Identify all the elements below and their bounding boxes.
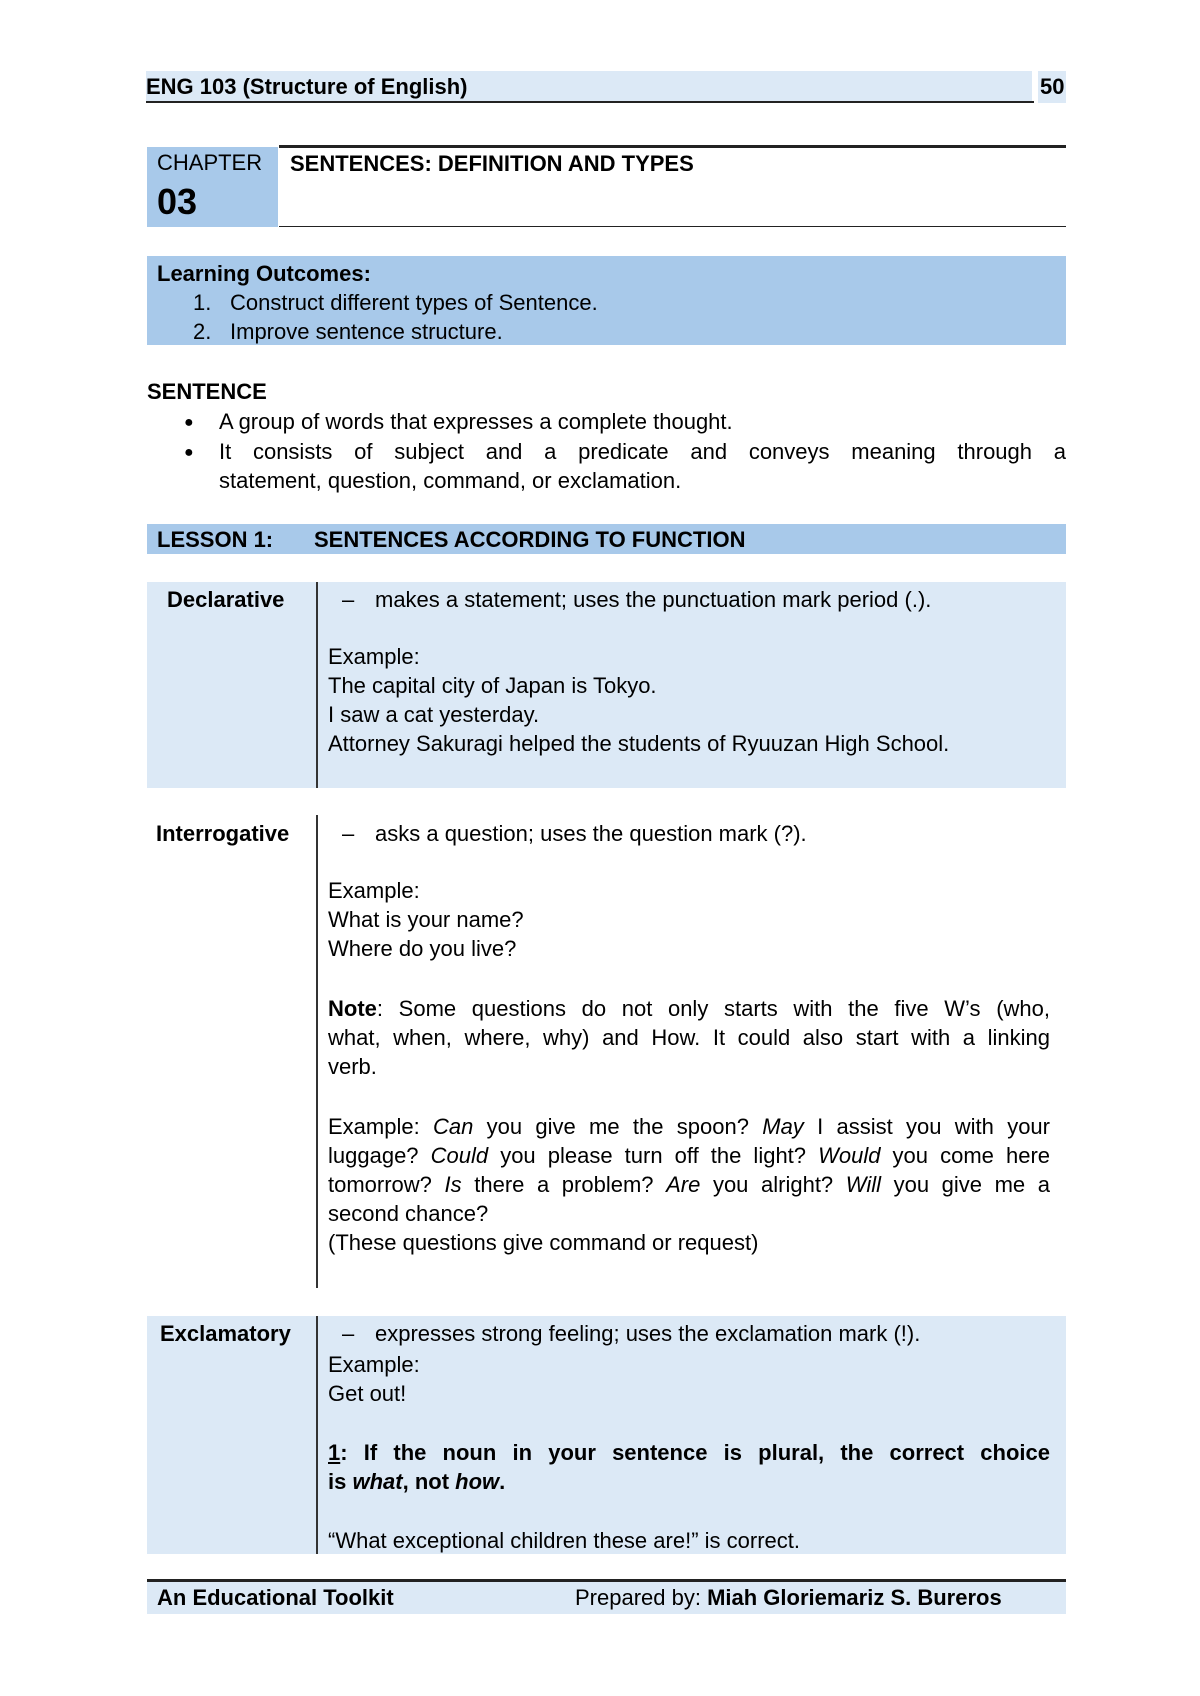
declarative-definition: makes a statement; uses the punctuation mark period (.). bbox=[375, 587, 932, 612]
rule-text: : If the noun in your sentence is plural, the correct choice bbox=[340, 1440, 1050, 1465]
rule-number: 1 bbox=[328, 1440, 341, 1465]
chapter-title: SENTENCES: DEFINITION AND TYPES bbox=[290, 151, 694, 176]
example-text: you give me the spoon? bbox=[473, 1114, 763, 1139]
page-number: 50 bbox=[1040, 74, 1065, 99]
sentence-bullet: It consists of subject and a predicate and conveys meaning through a bbox=[219, 439, 1066, 464]
course-title: ENG 103 (Structure of English) bbox=[146, 74, 468, 99]
learning-outcomes-heading: Learning Outcomes: bbox=[157, 261, 371, 286]
note-text: : Some questions do not only starts with the five W’s (who, bbox=[376, 996, 1050, 1021]
italic-verb: May bbox=[762, 1114, 804, 1139]
outcome-number: 2. bbox=[193, 319, 212, 344]
chapter-rule-top bbox=[279, 145, 1066, 148]
italic-verb: Can bbox=[433, 1114, 474, 1139]
rule-text: . bbox=[499, 1469, 506, 1494]
dash: – bbox=[342, 587, 355, 612]
rule-text: is bbox=[328, 1469, 353, 1494]
footer-author bbox=[575, 1585, 1002, 1611]
column-divider bbox=[316, 1316, 318, 1554]
example-label: Example: bbox=[328, 1114, 433, 1139]
example-line bbox=[328, 1141, 1050, 1171]
lesson-title: SENTENCES ACCORDING TO FUNCTION bbox=[314, 527, 746, 552]
note-label: Note bbox=[328, 996, 377, 1021]
italic-verb: Is bbox=[444, 1172, 462, 1197]
example-text: tomorrow? bbox=[328, 1172, 445, 1197]
outcome-text: Construct different types of Sentence. bbox=[230, 290, 598, 315]
sentence-heading: SENTENCE bbox=[147, 379, 267, 404]
rule-line bbox=[328, 1438, 1050, 1468]
example-text: you come here bbox=[880, 1143, 1051, 1168]
exclamatory-term: Exclamatory bbox=[160, 1321, 291, 1346]
italic-word: how bbox=[455, 1469, 500, 1494]
example-quote: “What exceptional children these are!” is correct. bbox=[328, 1528, 800, 1553]
closing-note: (These questions give command or request) bbox=[328, 1230, 759, 1255]
interrogative-term: Interrogative bbox=[156, 821, 290, 846]
example-line: second chance? bbox=[328, 1201, 489, 1226]
dash: – bbox=[342, 1321, 355, 1346]
rule-line bbox=[328, 1467, 505, 1497]
bullet-icon: ● bbox=[184, 414, 194, 431]
example-line bbox=[328, 1112, 1050, 1142]
example-text: there a problem? bbox=[461, 1172, 667, 1197]
author-name: Miah Gloriemariz S. Bureros bbox=[707, 1585, 1002, 1610]
note-line: verb. bbox=[328, 1054, 377, 1079]
chapter-rule-bottom bbox=[279, 226, 1066, 227]
example-sentence: What is your name? bbox=[328, 907, 524, 932]
example-sentence: Attorney Sakuragi helped the students of Ryuuzan High School. bbox=[328, 731, 950, 756]
footer-title: An Educational Toolkit bbox=[157, 1585, 394, 1610]
example-text: luggage? bbox=[328, 1143, 431, 1168]
example-line bbox=[328, 1170, 1050, 1200]
lesson-number: LESSON 1: bbox=[157, 527, 274, 552]
example-text: you alright? bbox=[700, 1172, 846, 1197]
example-label: Example: bbox=[328, 1352, 420, 1377]
dash: – bbox=[342, 821, 355, 846]
prepared-by-label: Prepared by: bbox=[575, 1585, 708, 1610]
italic-verb: Would bbox=[818, 1143, 881, 1168]
italic-verb: Will bbox=[845, 1172, 881, 1197]
bullet-icon: ● bbox=[184, 444, 194, 461]
interrogative-definition: asks a question; uses the question mark (?). bbox=[375, 821, 807, 846]
example-sentence: I saw a cat yesterday. bbox=[328, 702, 540, 727]
column-divider bbox=[316, 815, 318, 1288]
outcome-number: 1. bbox=[193, 290, 212, 315]
chapter-label: CHAPTER bbox=[157, 150, 263, 175]
chapter-number: 03 bbox=[157, 181, 198, 222]
example-text: I assist you with your bbox=[803, 1114, 1050, 1139]
note-line bbox=[328, 994, 1050, 1024]
exclamatory-definition: expresses strong feeling; uses the exclamation mark (!). bbox=[375, 1321, 921, 1346]
column-divider bbox=[316, 582, 318, 788]
example-sentence: Where do you live? bbox=[328, 936, 517, 961]
sentence-bullet: A group of words that expresses a complete thought. bbox=[219, 409, 733, 434]
italic-verb: Could bbox=[430, 1143, 489, 1168]
note-line: what, when, where, why) and How. It could also start with a linking bbox=[328, 1025, 1050, 1050]
italic-word: what bbox=[352, 1469, 403, 1494]
example-sentence: Get out! bbox=[328, 1381, 407, 1406]
declarative-term: Declarative bbox=[167, 587, 285, 612]
rule-text: , not bbox=[402, 1469, 456, 1494]
sentence-bullet-continued: statement, question, command, or exclamation. bbox=[219, 468, 682, 493]
italic-verb: Are bbox=[666, 1172, 701, 1197]
example-text: you give me a bbox=[881, 1172, 1050, 1197]
exclamatory-row bbox=[147, 1316, 1066, 1554]
example-label: Example: bbox=[328, 878, 420, 903]
example-text: you please turn off the light? bbox=[488, 1143, 819, 1168]
example-sentence: The capital city of Japan is Tokyo. bbox=[328, 673, 657, 698]
outcome-text: Improve sentence structure. bbox=[230, 319, 503, 344]
example-label: Example: bbox=[328, 644, 420, 669]
